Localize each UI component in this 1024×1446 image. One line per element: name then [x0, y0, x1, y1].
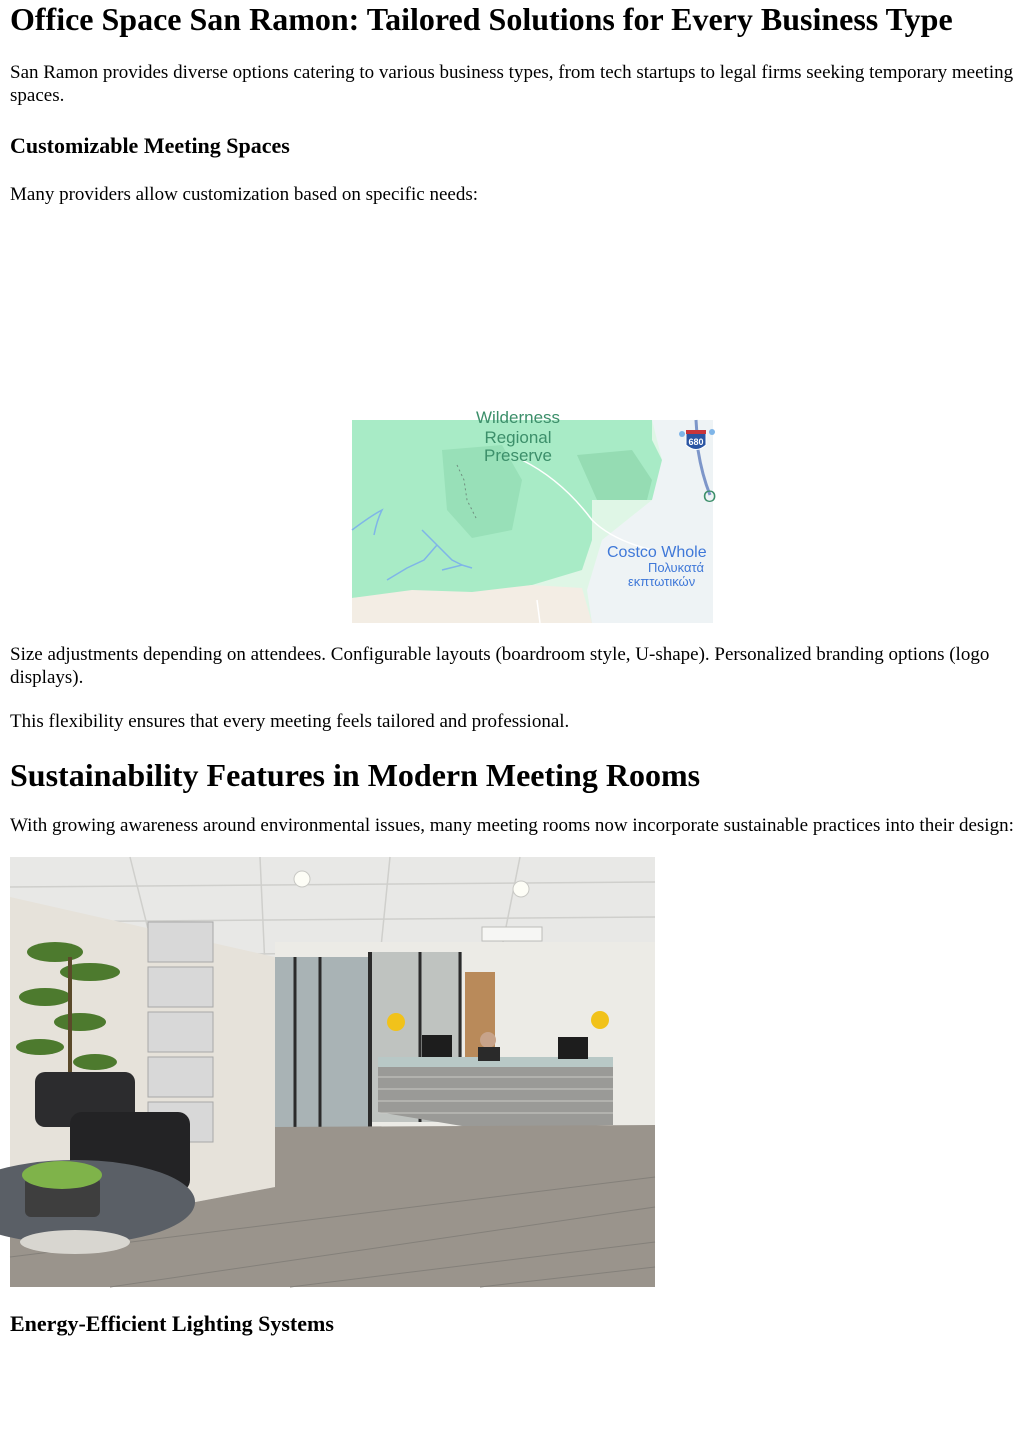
section-heading-sustainability: Sustainability Features in Modern Meeting Rooms	[10, 757, 701, 793]
sustainability-lead-paragraph: With growing awareness around environmental issues, many meeting rooms now incorporate sustainable practices into their design:	[10, 815, 1014, 836]
section-heading-customizable: Customizable Meeting Spaces	[10, 133, 290, 158]
map-image[interactable]	[352, 408, 717, 623]
map-label-store-greek-2: εκπτωτικών	[628, 574, 696, 589]
customization-details-paragraph: Size adjustments depending on attendees. Configurable layouts (boardroom style, U-shape). Personalized branding options (logo displays).	[10, 644, 990, 688]
subheading-energy-lighting: Energy-Efficient Lighting Systems	[10, 1311, 334, 1336]
map-label-edge: O	[703, 487, 717, 506]
ceiling-light	[294, 871, 310, 887]
map-label-preserve-top: Wilderness	[475, 408, 561, 427]
monitor	[558, 1037, 588, 1059]
office-reception-photo	[10, 857, 655, 1287]
highway-shield-icon	[686, 430, 706, 450]
wall-art	[148, 922, 213, 1142]
customization-lead-paragraph: Many providers allow customization based on specific needs:	[10, 184, 479, 205]
receptionist	[480, 1032, 496, 1048]
poi-dot	[709, 429, 715, 435]
flowers	[387, 1013, 405, 1031]
intro-paragraph: San Ramon provides diverse options catering to various business types, from tech startups to legal firms seeking temporary meeting spaces.	[10, 62, 1014, 106]
glass-office	[275, 957, 370, 1127]
map-label-preserve-mid: Regional	[484, 428, 552, 447]
map-label-store: Costco Whole	[607, 544, 707, 561]
map-label-store-greek-1: Πολυκατά	[648, 560, 704, 575]
ceiling-light	[513, 881, 529, 897]
map-container	[10, 408, 1014, 623]
poi-dot	[679, 431, 685, 437]
blank-ad-space	[10, 206, 1014, 420]
flexibility-paragraph: This flexibility ensures that every meeting feels tailored and professional.	[10, 711, 570, 732]
monitor	[422, 1035, 452, 1057]
ceiling-vent	[482, 927, 542, 941]
highway-label: 680	[688, 437, 704, 447]
page-title: Office Space San Ramon: Tailored Solutions for Every Business Type	[10, 1, 953, 37]
flowers	[591, 1011, 609, 1029]
office-photo-container	[10, 857, 1014, 1287]
map-label-preserve-bot: Preserve	[483, 446, 553, 465]
